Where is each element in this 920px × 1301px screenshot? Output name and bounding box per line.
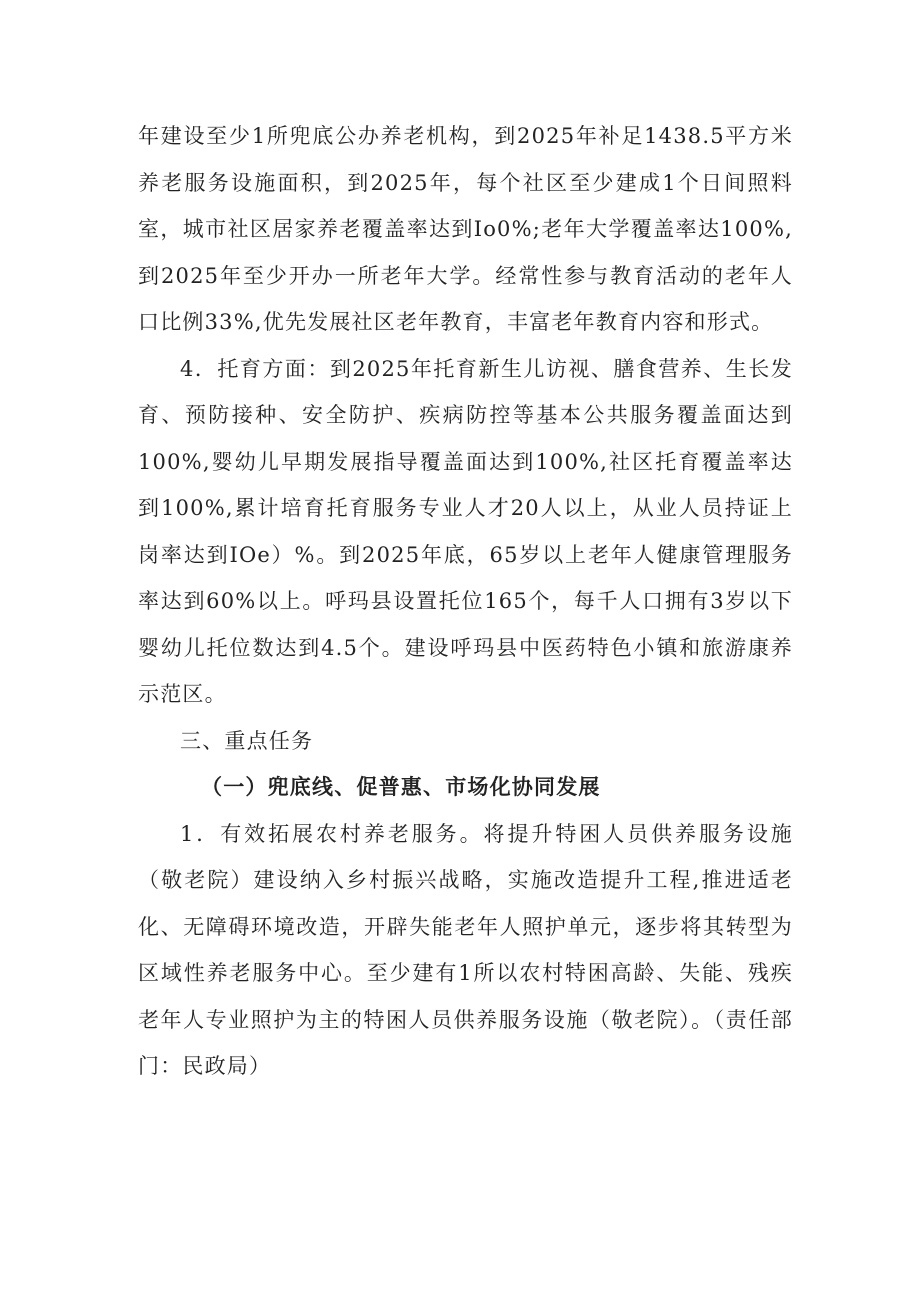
paragraph-continuation-elderly-care: 年建设至少1所兜底公办养老机构，到2025年补足1438.5平方米养老服务设施面积，到2025年，每个社区至少建成1个日间照料室，城市社区居家养老覆盖率达到Io0%;老年大学覆盖率达100%,到2025年至少开办一所老年大学。经常性参与教育活动的老年人口比例33%,优先发展社区老年教育，丰富老年教育内容和形式。 bbox=[138, 124, 793, 334]
subsection-heading-1: （一）兜底线、促普惠、市场化协同发展 bbox=[201, 774, 601, 799]
paragraph-childcare-targets: 4．托育方面：到2025年托育新生儿访视、膳食营养、生长发育、预防接种、安全防护、疾病防控等基本公共服务覆盖面达到100%,婴幼儿早期发展指导覆盖面达到100%,社区托育覆盖率达到100%,累计培育托育服务专业人才20人以上，从业人员持证上岗率达到IOe）%。到2025年底，65岁以上老年人健康管理服务率达到60%以上。呼玛县设置托位165个，每千人口拥有3岁以下婴幼儿托位数达到4.5个。建设呼玛县中医药特色小镇和旅游康养示范区。 bbox=[138, 356, 793, 706]
paragraph-rural-elderly-services: 1．有效拓展农村养老服务。将提升特困人员供养服务设施（敬老院）建设纳入乡村振兴战略，实施改造提升工程,推进适老化、无障碍环境改造，开辟失能老年人照护单元，逐步将其转型为区域性养老服务中心。至少建有1所以农村特困高龄、失能、残疾老年人专业照护为主的特困人员供养服务设施（敬老院）。（责任部门：民政局） bbox=[138, 821, 793, 1078]
section-heading-key-tasks: 三、重点任务 bbox=[180, 728, 314, 753]
document-body bbox=[138, 113, 793, 1090]
